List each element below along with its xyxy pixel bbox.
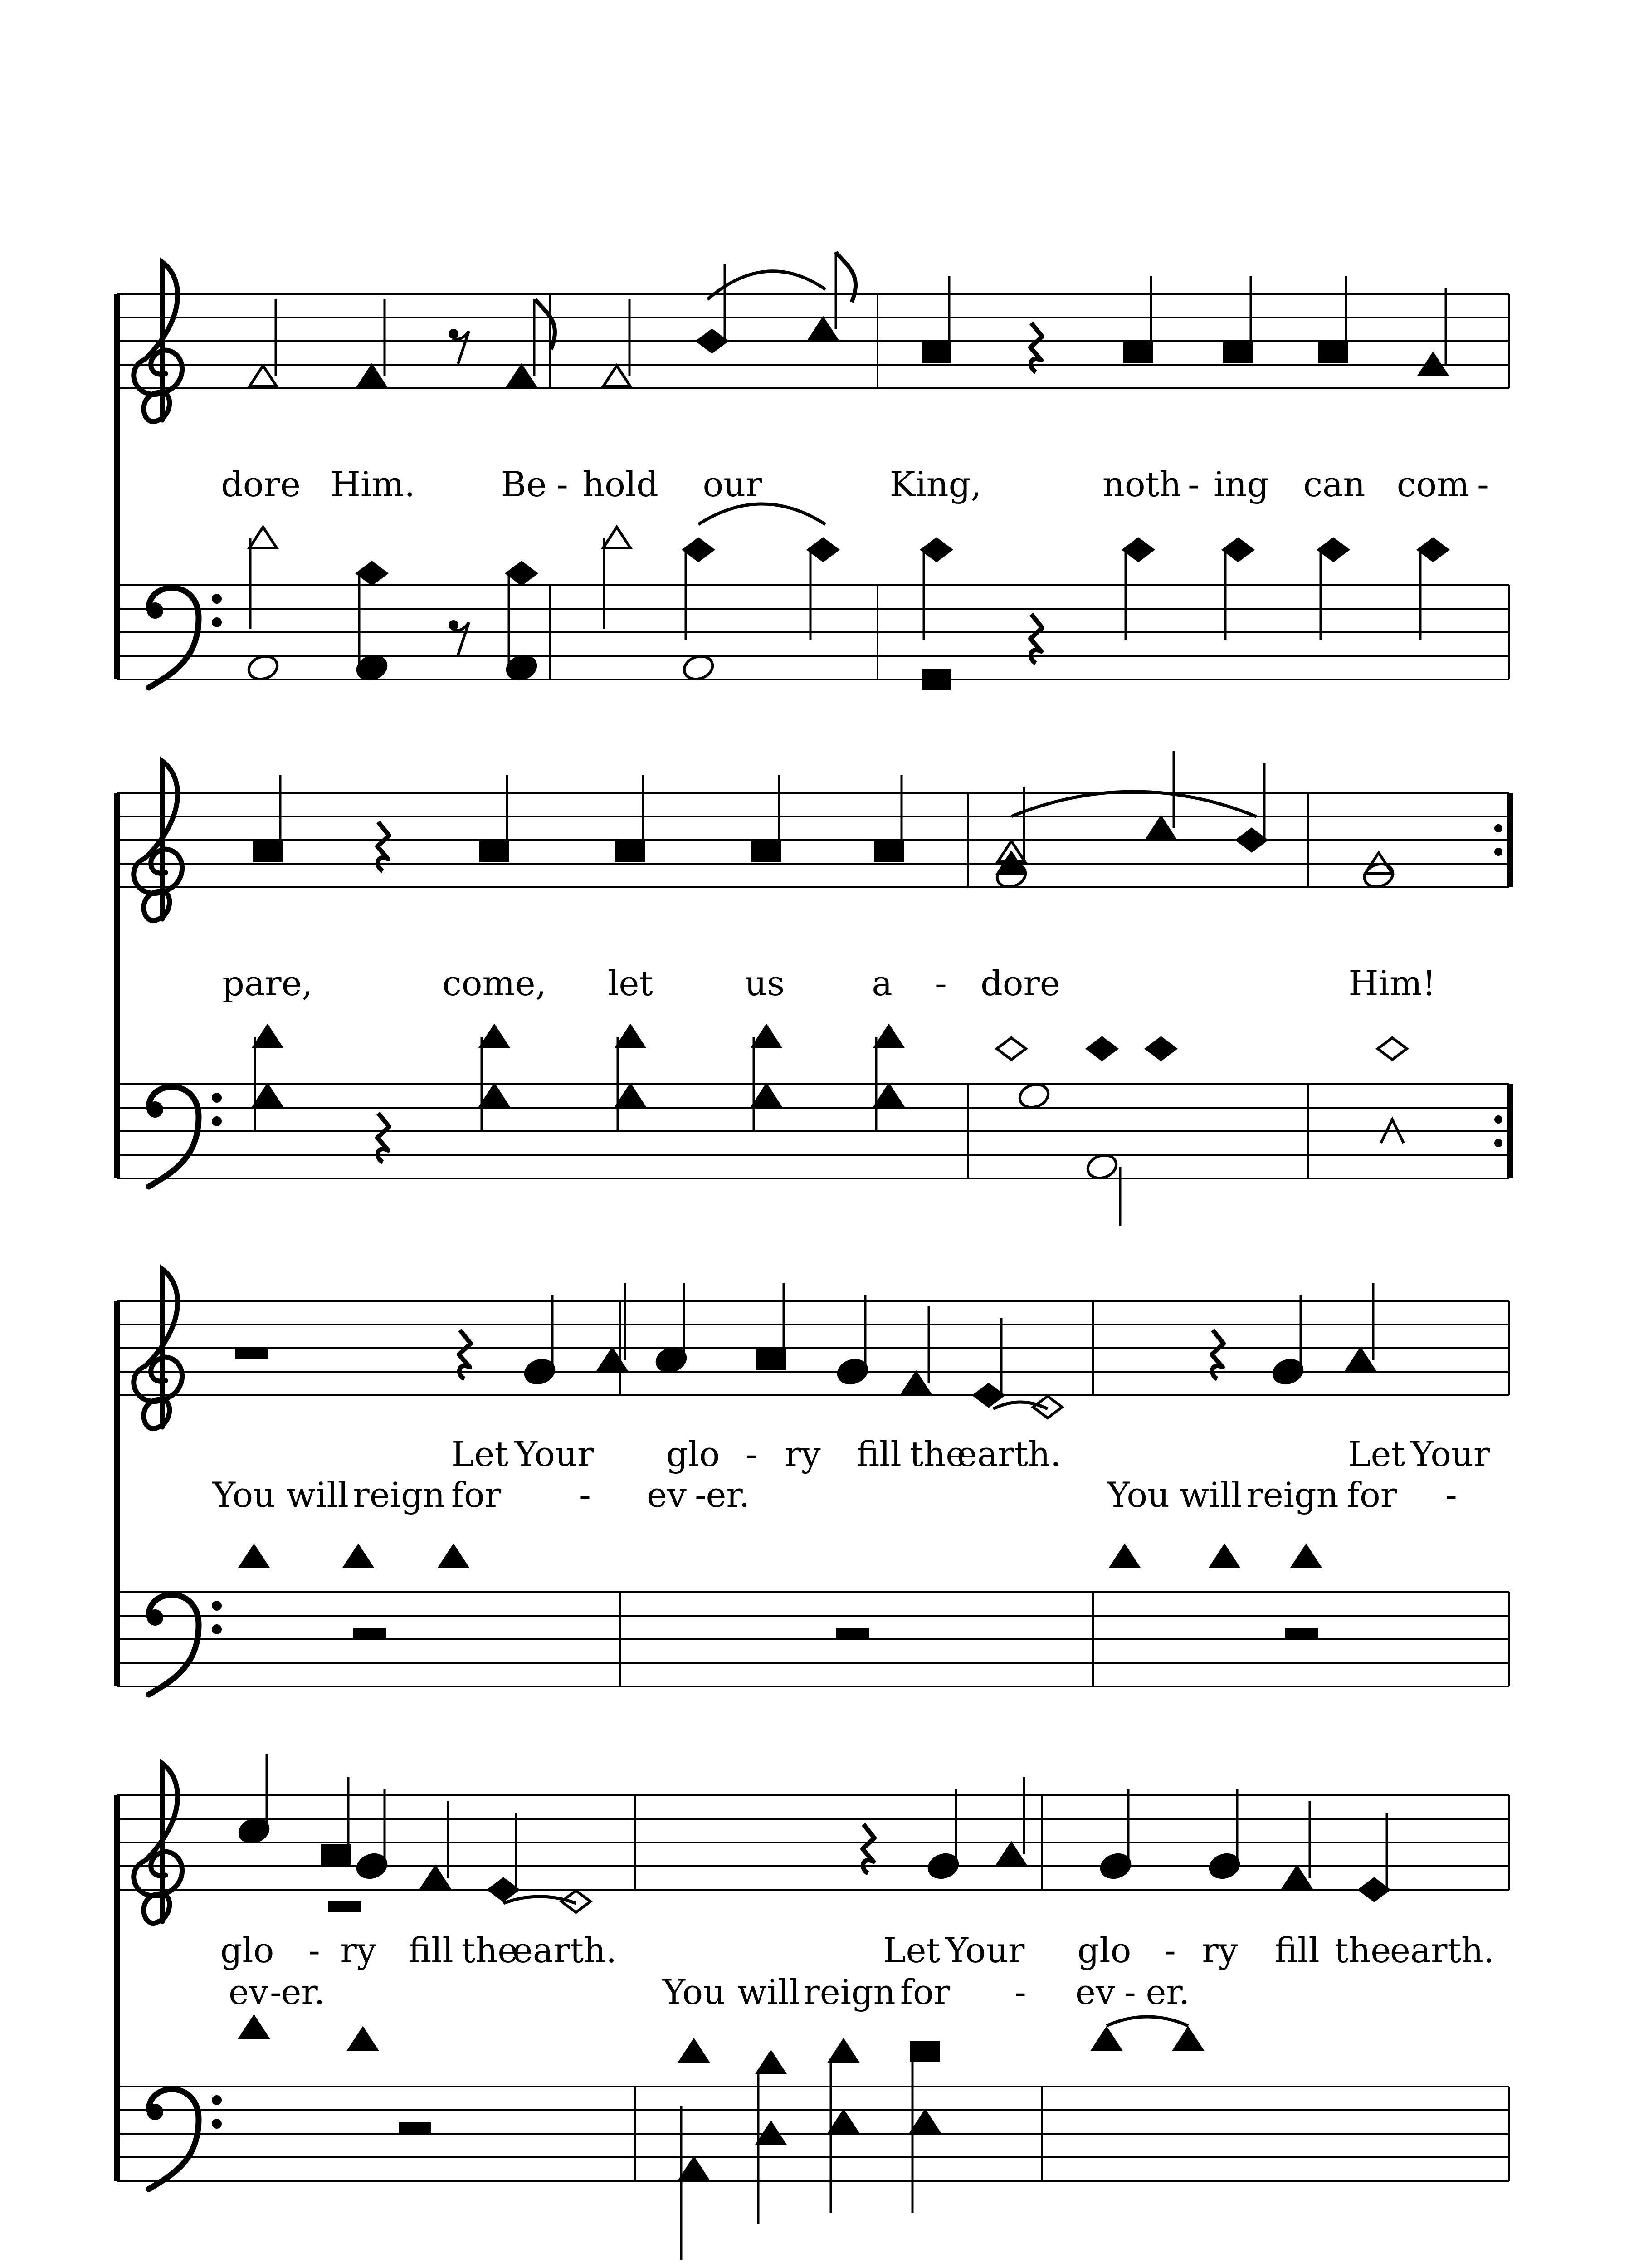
note-head (507, 562, 536, 584)
lyric-word: a (872, 963, 893, 1003)
note-head (875, 843, 902, 861)
note-head (830, 2040, 857, 2061)
bass-clef-dot-icon (212, 1624, 222, 1634)
note-head (254, 843, 281, 861)
note-head (684, 539, 713, 561)
whole-rest-icon (1285, 1628, 1318, 1638)
note-head (757, 2052, 785, 2073)
lyric-word: reign (1246, 1475, 1339, 1515)
note-head (753, 843, 780, 861)
lyric-word: You (212, 1475, 276, 1515)
lyric-word: Your (945, 1930, 1025, 1970)
lyric-word: ing (1214, 464, 1269, 504)
slur (1107, 2017, 1188, 2026)
lyric-word: come, (442, 963, 546, 1003)
bass-clef-dot-icon (212, 1601, 222, 1611)
note-head (1033, 1396, 1062, 1418)
lyric-word: Let (451, 1434, 508, 1474)
note-head (1111, 1546, 1138, 1567)
bass-clef-dot-icon (147, 1609, 163, 1626)
note-head (358, 366, 385, 386)
note-head (1237, 829, 1266, 851)
note-head (617, 843, 644, 861)
lyric-word: ev (229, 1972, 268, 2012)
lyric-word: for (1346, 1475, 1397, 1515)
lyric-word: will (286, 1475, 349, 1515)
note-head (603, 366, 630, 386)
note-head (1224, 344, 1252, 362)
note-head (349, 2028, 376, 2049)
lyric-word: Let (883, 1930, 940, 1970)
note-head (240, 2017, 268, 2038)
note-head (357, 562, 386, 584)
lyric-hyphen: - (746, 1434, 757, 1474)
note-head (753, 1085, 780, 1106)
lyric-word: ry (785, 1434, 821, 1474)
bass-clef-dot-icon (212, 2095, 222, 2105)
note-head (254, 1085, 281, 1106)
note-head (997, 1038, 1026, 1060)
lyric-word: let (608, 963, 653, 1003)
lyric-word: for (900, 1972, 951, 2012)
note-head (998, 1843, 1025, 1864)
lyric-word: fill (856, 1434, 902, 1474)
lyric-hyphen: - (579, 1475, 591, 1515)
lyric-word: fill (1274, 1930, 1320, 1970)
note-head (617, 1026, 644, 1047)
lyric-word: Him! (1348, 963, 1436, 1003)
lyric-word: er. (1146, 1972, 1190, 2012)
note-head (923, 670, 950, 689)
note-head (680, 2040, 707, 2061)
lyric-word: er. (281, 1972, 325, 2012)
note-head (1378, 1038, 1407, 1060)
note-head (1175, 2028, 1202, 2049)
lyric-word: Let (1348, 1434, 1405, 1474)
lyric-word: glo (220, 1930, 274, 1970)
note-head (922, 539, 951, 561)
lyric-word: Him. (330, 464, 415, 504)
lyric-hyphen: - (1164, 1930, 1176, 1970)
note-head (757, 1351, 785, 1369)
note-head (1085, 1152, 1120, 1182)
whole-rest-icon (399, 2122, 431, 2133)
lyric-word: Your (514, 1434, 594, 1474)
lyric-hyphen: - (1188, 464, 1200, 504)
repeat-dot-icon (1494, 1115, 1502, 1124)
note-head (1211, 1546, 1238, 1567)
lyric-word: King, (889, 464, 982, 504)
note-head (1146, 1038, 1175, 1060)
lyric-word: for (451, 1475, 502, 1515)
lyric-word: ry (1202, 1930, 1238, 1970)
bass-clef-dot-icon (212, 594, 222, 604)
lyric-word: our (702, 464, 762, 504)
note-head (1017, 1081, 1052, 1111)
note-head (1347, 1349, 1374, 1370)
note-head (753, 1026, 780, 1047)
lyric-word: earth. (956, 1434, 1062, 1474)
lyric-word: will (1180, 1475, 1242, 1515)
note-head (599, 1349, 626, 1370)
lyric-word: reign (353, 1475, 445, 1515)
note-head (603, 527, 630, 548)
note-head (246, 653, 281, 683)
note-head (1419, 539, 1448, 561)
lyric-word: ev (1075, 1972, 1115, 2012)
bass-clef-dot-icon (212, 1093, 222, 1103)
note-head (489, 1879, 518, 1901)
bass-clef-dot-icon (212, 1116, 222, 1126)
note-head (681, 653, 716, 683)
note-head (680, 2158, 707, 2179)
lyric-hyphen: - (1477, 464, 1489, 504)
note-head (974, 1384, 1003, 1406)
lyric-hyphen: - (695, 1475, 707, 1515)
lyric-word: noth (1102, 464, 1182, 504)
lyric-word: You (1107, 1475, 1170, 1515)
lyric-hyphen: - (1445, 1475, 1457, 1515)
lyric-hyphen: - (935, 963, 947, 1003)
note-head (1224, 539, 1253, 561)
slur (1011, 792, 1256, 816)
repeat-dot-icon (1494, 848, 1502, 856)
note-head (249, 527, 277, 548)
note-head (1125, 344, 1152, 362)
note-head (254, 1026, 281, 1047)
note-head (422, 1867, 449, 1888)
lyric-word: the (909, 1434, 966, 1474)
whole-rest-icon (235, 1348, 268, 1359)
lyric-word: glo (1077, 1930, 1132, 1970)
note-head (809, 539, 838, 561)
bass-clef-dot-icon (147, 602, 163, 619)
lyric-word: the (1334, 1930, 1391, 1970)
lyric-word: pare, (222, 963, 313, 1003)
lyric-word: hold (582, 464, 658, 504)
note-head (1292, 1546, 1320, 1567)
note-head (875, 1026, 902, 1047)
lyric-word: com (1396, 464, 1470, 504)
note-head (1319, 539, 1348, 561)
note-head (1361, 860, 1396, 891)
note-head (440, 1546, 467, 1567)
note-head (1147, 817, 1175, 838)
note-head (912, 2042, 939, 2060)
lyric-word: glo (666, 1434, 720, 1474)
lyric-word: Your (1410, 1434, 1490, 1474)
lyric-hyphen: - (1014, 1972, 1026, 2012)
lyric-word: Be (501, 464, 547, 504)
lyric-word: can (1303, 464, 1366, 504)
note-head (810, 318, 837, 339)
lyric-word: ev (647, 1475, 687, 1515)
note-head (1320, 344, 1347, 362)
lyric-word: dore (980, 963, 1060, 1003)
whole-rest-icon (836, 1628, 869, 1638)
repeat-dot-icon (1494, 1139, 1502, 1147)
note-head (240, 1546, 268, 1567)
note-head (481, 843, 508, 861)
lyric-word: will (737, 1972, 800, 2012)
lyric-word: dore (221, 464, 301, 504)
lyric-word: er. (706, 1475, 750, 1515)
lyric-word: earth. (1390, 1930, 1495, 1970)
lyric-hyphen: - (308, 1930, 320, 1970)
note-head (322, 1845, 349, 1863)
note-head (617, 1085, 644, 1106)
note-head (912, 2111, 939, 2132)
bass-clef-dot-icon (147, 2104, 163, 2120)
note-head (697, 330, 727, 352)
lyric-hyphen: - (556, 464, 568, 504)
note-head (508, 366, 535, 386)
lyric-hyphen: - (270, 1972, 282, 2012)
note-head (1088, 1038, 1117, 1060)
lyric-word: fill (408, 1930, 454, 1970)
lyric-word: You (662, 1972, 726, 2012)
note-head (1093, 2028, 1120, 2049)
note-head (1360, 1879, 1389, 1901)
note-head (481, 1085, 508, 1106)
note-head (875, 1085, 902, 1106)
note-head (249, 366, 277, 386)
note-head (481, 1026, 508, 1047)
lyric-word: ry (340, 1930, 376, 1970)
lyric-hyphen: - (1124, 1972, 1136, 2012)
lyric-word: the (461, 1930, 518, 1970)
lyric-word: us (745, 963, 785, 1003)
note-head (902, 1373, 930, 1393)
lyric-word: reign (803, 1972, 896, 2012)
note-head (1283, 1867, 1311, 1888)
note-head (923, 344, 950, 362)
lyric-word: earth. (512, 1930, 617, 1970)
whole-rest-icon (353, 1628, 386, 1638)
repeat-dot-icon (1494, 824, 1502, 832)
note-head (1124, 539, 1153, 561)
bass-clef-dot-icon (212, 2119, 222, 2129)
bass-clef-dot-icon (212, 617, 222, 627)
note-head (830, 2111, 857, 2132)
slur (698, 504, 825, 524)
bass-clef-dot-icon (147, 1101, 163, 1118)
note-head (994, 860, 1029, 891)
note-head (345, 1546, 372, 1567)
whole-rest-icon (328, 1901, 361, 1912)
